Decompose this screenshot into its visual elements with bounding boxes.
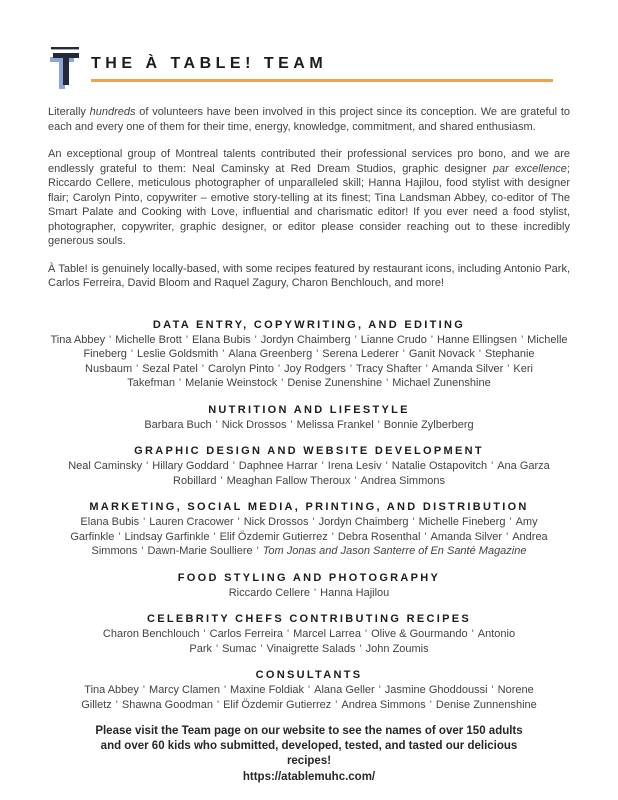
name-separator-icon: ' [491, 684, 494, 696]
name-separator-icon: ' [321, 460, 324, 472]
contributor-name: Michelle Fineberg [418, 516, 506, 528]
contributor-italic-note: Tom Jonas and Jason Santerre of En Santé Magazine [262, 545, 527, 557]
text-run: Literally [48, 106, 90, 118]
contributor-name: John Zoumis [365, 642, 429, 655]
name-separator-icon: ' [216, 698, 220, 711]
name-separator-icon: ' [312, 516, 315, 528]
section-title: GRAPHIC DESIGN AND WEBSITE DEVELOPMENT [134, 445, 484, 457]
name-separator-icon: ' [354, 474, 357, 487]
name-separator-icon: ' [281, 377, 284, 389]
name-separator-icon: ' [354, 333, 357, 346]
contributor-name: Jordyn Chaimberg [318, 516, 409, 528]
contributor-name: Norene Gilletz [81, 684, 534, 711]
name-separator-icon: ' [201, 362, 204, 375]
contributor-name: Serena Lederer [322, 348, 399, 360]
contributor-name: Hanne Ellingsen [436, 333, 518, 346]
contributor-name: Meaghan Fallow Theroux [226, 474, 351, 487]
section-title: FOOD STYLING AND PHOTOGRAPHY [177, 571, 441, 584]
section-names [48, 333, 570, 391]
name-separator-icon: ' [471, 628, 474, 640]
contributor-name: Leslie Goldsmith [136, 348, 219, 360]
a-table-logo-icon [48, 44, 82, 92]
team-section [48, 501, 570, 559]
name-separator-icon: ' [506, 530, 509, 543]
contributor-name: Hanna Hajilou [320, 586, 390, 599]
name-separator-icon: ' [213, 530, 216, 543]
contributor-name: Hillary Goddard [152, 460, 229, 472]
name-separator-icon: ' [429, 698, 432, 711]
section-names [48, 627, 570, 656]
contributor-name: Melissa Frankel [296, 418, 374, 431]
contributor-name: Dawn-Marie Soulliere [147, 545, 253, 557]
page-footer [48, 724, 570, 785]
contributor-name: Melanie Weinstock [185, 377, 278, 389]
contributor-name: Marcy Clamen [149, 684, 220, 696]
contributor-name: Vinaigrette Salads [266, 642, 356, 655]
name-separator-icon: ' [278, 362, 281, 375]
text-run: An exceptional group of Montreal talents contributed their professional services pro bono, and we are endlessly grateful to them: Neal Caminsky at Red Dream Studios, graphic designer [48, 148, 570, 175]
name-separator-icon: ' [402, 348, 405, 360]
name-separator-icon: ' [314, 586, 317, 599]
text-run: of volunteers have been involved in this project since its conception. We are grateful to each and every one of them for their time, energy, knowledge, commitment, and shared enthusiasm. [48, 106, 570, 133]
team-section [48, 404, 570, 433]
team-section [48, 445, 570, 488]
page-header [48, 44, 570, 96]
name-separator-icon: ' [256, 545, 259, 557]
contributor-name: Irena Lesiv [327, 460, 382, 472]
name-separator-icon: ' [141, 545, 144, 557]
contributor-name: Keri Takefman [127, 362, 533, 389]
name-separator-icon: ' [478, 348, 481, 360]
name-separator-icon: ' [359, 642, 362, 655]
name-separator-icon: ' [377, 418, 380, 431]
contributor-name: Elif Özdemir Gutierrez [219, 530, 328, 543]
name-separator-icon: ' [203, 628, 206, 640]
section-title: CONSULTANTS [255, 669, 363, 681]
contributor-name: Andrea Simmons [341, 698, 426, 711]
footer-note: Please visit the Team page on our website to see the names of over 150 adults and over 60 kids who submitted, developed, tested, and tasted our delicious recipes! [95, 725, 523, 767]
section-names [48, 586, 570, 601]
contributor-name: Charon Benchlouch [102, 628, 200, 640]
section-names [48, 418, 570, 433]
team-section [48, 669, 570, 712]
name-separator-icon: ' [237, 516, 240, 528]
intro-paragraph-1 [48, 105, 570, 134]
contributor-name: Lauren Cracower [149, 516, 234, 528]
team-section [48, 572, 570, 601]
contributor-name: Shawna Goodman [121, 698, 213, 711]
section-names [48, 515, 570, 559]
name-separator-icon: ' [521, 333, 524, 346]
intro-paragraphs [48, 105, 570, 291]
contributor-name: Carolyn Pinto [207, 362, 275, 375]
contributor-name: Amanda Silver [430, 530, 503, 543]
contributor-name: Amy Garfinkle [70, 516, 538, 543]
name-separator-icon: ' [260, 642, 263, 655]
contributor-name: Debra Rosenthal [337, 530, 421, 543]
contributor-name: Jasmine Ghoddoussi [384, 684, 488, 696]
name-separator-icon: ' [412, 516, 415, 528]
contributor-name: Elif Özdemir Gutierrez [223, 698, 332, 711]
contributor-name: Tracy Shafter [356, 362, 422, 375]
contributor-name: Stephanie Nusbaum [85, 348, 535, 375]
italic-text-run: hundreds [89, 106, 136, 118]
website-url: https://atablemuhc.com/ [242, 771, 376, 783]
contributor-name: Lianne Crudo [360, 333, 427, 346]
intro-paragraph-2 [48, 147, 570, 249]
name-separator-icon: ' [254, 333, 257, 346]
contributor-name: Neal Caminsky [68, 460, 143, 472]
name-separator-icon: ' [335, 698, 338, 711]
name-separator-icon: ' [118, 530, 121, 543]
contributor-name: Tina Abbey [50, 333, 106, 346]
section-title: DATA ENTRY, COPYWRITING, AND EDITING [152, 318, 466, 331]
contributor-name: Andrea Simmons [360, 474, 445, 487]
name-separator-icon: ' [509, 516, 512, 528]
name-separator-icon: ' [185, 333, 188, 346]
contributor-name: Marcel Larrea [293, 628, 361, 640]
contributor-name: Jordyn Chaimberg [260, 333, 351, 346]
contributor-name: Denise Zunnenshine [435, 698, 537, 711]
contributor-name: Elana Bubis [80, 516, 140, 528]
contributor-name: Andrea Simmons [91, 530, 548, 557]
name-separator-icon: ' [109, 333, 112, 346]
contributor-name: Michelle Fineberg [83, 333, 568, 360]
intro-paragraph-3: À Table! is genuinely locally-based, with some recipes featured by restaurant icons, including Antonio Park, Carlos Ferreira, David Bloom and Raquel Zagury, Charon Benchlouch, and more! [48, 262, 570, 289]
name-separator-icon: ' [130, 348, 133, 360]
name-separator-icon: ' [308, 684, 311, 696]
name-separator-icon: ' [143, 516, 146, 528]
contributor-name: Nick Drossos [221, 418, 287, 431]
team-section [48, 319, 570, 391]
contributor-name: Amanda Silver [431, 362, 504, 375]
contributor-name: Elana Bubis [191, 333, 251, 346]
name-separator-icon: ' [286, 628, 290, 640]
name-separator-icon: ' [364, 628, 368, 640]
name-separator-icon: ' [331, 530, 334, 543]
text-run: ; Riccardo Cellere, meticulous photographer of unparalleled skill; Hanna Hajilou, food stylist with designer flair; Carolyn Pinto, copywriter – emotive story-telling at its finest; Tina Landsman Abbey, co-editor of The Smart Palate and Cooking with Love, influential and charismatic editor! If you ever need a food stylist, photographer, copywriter, graphic designer, or editor please consider reaching out to these incredibly generous souls. [48, 162, 570, 247]
name-separator-icon: ' [142, 684, 146, 696]
section-title: MARKETING, SOCIAL MEDIA, PRINTING, AND DISTRIBUTION [89, 501, 529, 513]
contributor-name: Michelle Brott [115, 333, 182, 346]
contributor-name: Tina Abbey [84, 684, 139, 696]
name-separator-icon: ' [232, 460, 235, 472]
name-separator-icon: ' [349, 362, 353, 375]
name-separator-icon: ' [425, 362, 428, 375]
contributor-name: Daphnee Harrar [238, 460, 318, 472]
name-separator-icon: ' [424, 530, 427, 543]
name-separator-icon: ' [430, 333, 433, 346]
section-names [48, 459, 570, 488]
contributor-name: Natalie Ostapovitch [391, 460, 488, 472]
team-section [48, 613, 570, 656]
contributor-name: Carlos Ferreira [209, 628, 283, 640]
name-separator-icon: ' [146, 460, 149, 472]
name-separator-icon: ' [136, 362, 139, 375]
contributor-name: Michael Zunenshine [392, 377, 491, 389]
contributor-name: Sumac [222, 642, 257, 655]
contributor-name: Nick Drossos [243, 516, 309, 528]
contributor-name: Ana Garza Robillard [173, 460, 550, 487]
name-separator-icon: ' [179, 377, 182, 389]
title-block [91, 44, 570, 82]
contributor-name: Alana Geller [314, 684, 375, 696]
contributor-name: Sezal Patel [142, 362, 198, 375]
title-underline [91, 79, 553, 82]
contributor-name: Ganit Novack [408, 348, 475, 360]
contributor-name: Alana Greenberg [228, 348, 313, 360]
contributor-name: Bonnie Zylberberg [383, 418, 474, 431]
contributor-name: Riccardo Cellere [228, 586, 311, 599]
italic-text-run: par excellence [492, 162, 567, 175]
contributor-name: Barbara Buch [144, 418, 212, 431]
name-separator-icon: ' [223, 684, 227, 696]
team-sections [48, 319, 570, 713]
section-title: NUTRITION AND LIFESTYLE [208, 403, 410, 416]
name-separator-icon: ' [220, 474, 223, 487]
name-separator-icon: ' [115, 698, 118, 711]
name-separator-icon: ' [316, 348, 319, 360]
contributor-name: Denise Zunenshine [287, 377, 383, 389]
contributor-name: Joy Rodgers [284, 362, 346, 375]
contributor-name: Antonio Park [189, 628, 516, 655]
contributor-name: Maxine Foldiak [230, 684, 305, 696]
contributor-name: Olive & Gourmando [371, 628, 468, 640]
name-separator-icon: ' [507, 362, 510, 375]
name-separator-icon: ' [290, 418, 293, 431]
name-separator-icon: ' [215, 418, 218, 431]
name-separator-icon: ' [215, 642, 219, 655]
name-separator-icon: ' [386, 377, 389, 389]
contributor-name: Lindsay Garfinkle [124, 530, 210, 543]
page-title: THE À TABLE! TEAM [91, 55, 328, 72]
name-separator-icon: ' [491, 460, 494, 472]
name-separator-icon: ' [222, 348, 225, 360]
section-title: CELEBRITY CHEFS CONTRIBUTING RECIPES [146, 613, 471, 625]
name-separator-icon: ' [378, 684, 381, 696]
name-separator-icon: ' [385, 460, 388, 472]
section-names [48, 683, 570, 712]
